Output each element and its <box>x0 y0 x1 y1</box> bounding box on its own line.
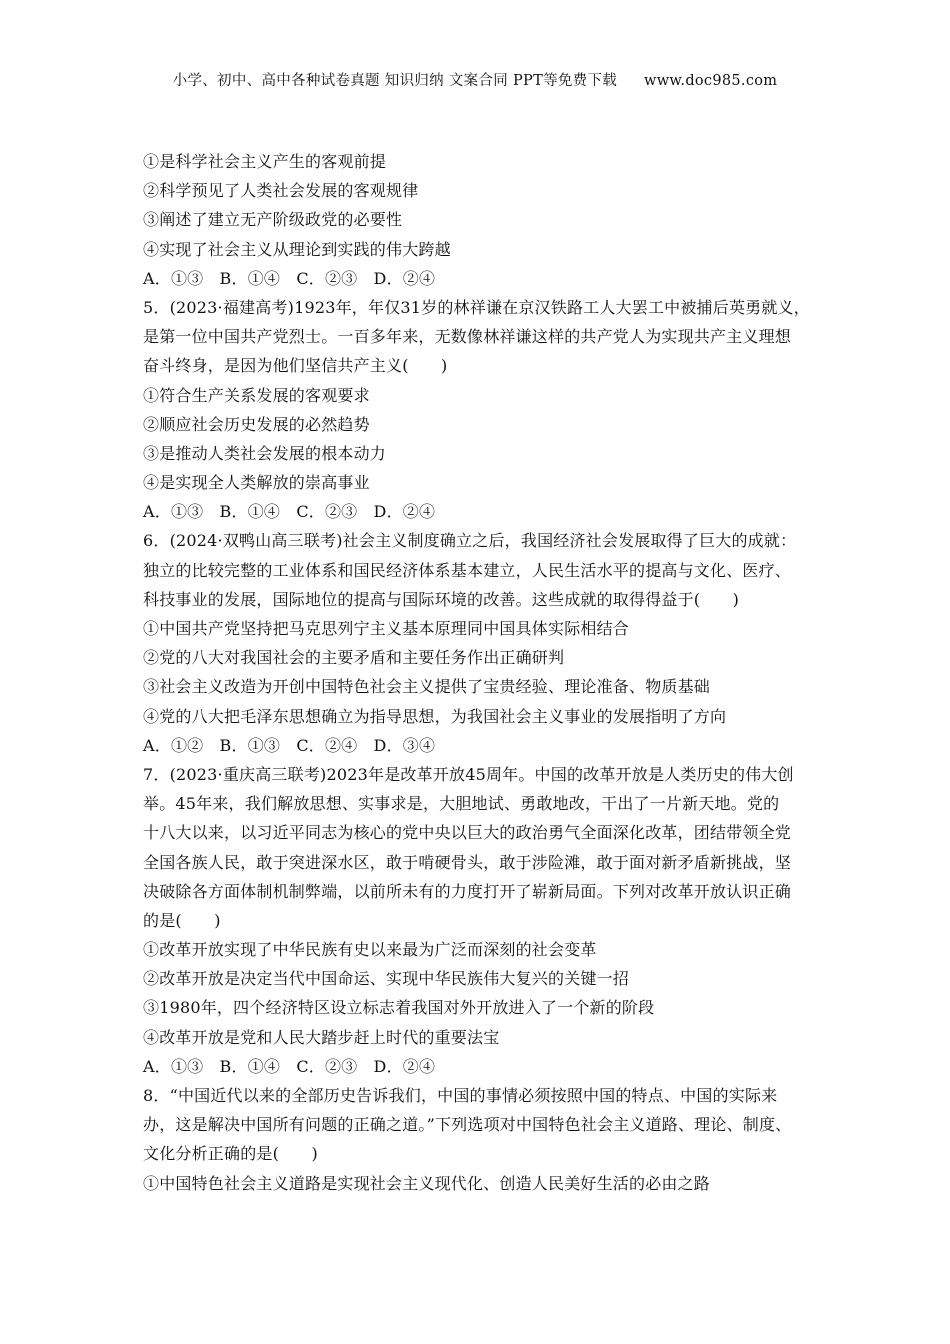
text-line: ④实现了社会主义从理论到实践的伟大跨越 <box>143 239 451 259</box>
question-6-line: 6．(2024·双鸭山高三联考)社会主义制度确立之后，我国经济社会发展取得了巨大的成就： <box>143 531 797 551</box>
text-line: ④是实现全人类解放的崇高事业 <box>143 473 370 493</box>
answer-options: A．①② B．①③ C．②④ D．③④ <box>143 735 436 755</box>
question-8-line: 8．“中国近代以来的全部历史告诉我们，中国的事情必须按照中国的特点、中国的实际来 <box>143 1086 778 1105</box>
text-line: ③阐述了建立无产阶级政党的必要性 <box>143 210 403 230</box>
answer-options: A．①③ B．①④ C．②③ D．②④ <box>143 268 436 288</box>
text-line: ①是科学社会主义产生的客观前提 <box>143 152 387 171</box>
text-line: ①符合生产关系发展的客观要求 <box>143 385 370 405</box>
question-5-line: 5．(2023·福建高考)1923年，年仅31岁的林祥谦在京汉铁路工人大罢工中被捕后英勇就义， <box>143 297 810 317</box>
question-7-line: 十八大以来，以习近平同志为核心的党中央以巨大的政治勇气全面深化改革，团结带领全党 <box>143 823 792 843</box>
text-line: ①中国共产党坚持把马克思列宁主义基本原理同中国具体实际相结合 <box>143 619 630 638</box>
text-line: ③是推动人类社会发展的根本动力 <box>143 443 387 463</box>
text-line: ④党的八大把毛泽东思想确立为指导思想，为我国社会主义事业的发展指明了方向 <box>143 706 727 726</box>
document-body <box>143 147 823 1198</box>
question-7-line: 的是( ) <box>143 910 221 930</box>
page-header <box>0 69 950 90</box>
question-6-line: 科技事业的发展，国际地位的提高与国际环境的改善。这些成就的取得得益于( ) <box>143 589 740 609</box>
question-8-line: 文化分析正确的是( ) <box>143 1144 318 1164</box>
text-line: ②顺应社会历史发展的必然趋势 <box>143 414 370 434</box>
question-7-line: 7．(2023·重庆高三联考)2023年是改革开放45周年。中国的改革开放是人类历史的伟大创 <box>143 764 794 784</box>
question-7-line: 举。45年来，我们解放思想、实事求是，大胆地试、勇敢地改，干出了一片新天地。党的 <box>143 794 780 814</box>
question-8-line: 办，这是解决中国所有问题的正确之道。”下列选项对中国特色社会主义道路、理论、制度、 <box>143 1115 792 1135</box>
question-7-line: 全国各族人民，敢于突进深水区，敢于啃硬骨头，敢于涉险滩，敢于面对新矛盾新挑战，坚 <box>143 852 792 872</box>
text-line: ②科学预见了人类社会发展的客观规律 <box>143 181 419 201</box>
text-line: ③社会主义改造为开创中国特色社会主义提供了宝贵经验、理论准备、物质基础 <box>143 677 711 697</box>
answer-options: A．①③ B．①④ C．②③ D．②④ <box>143 502 436 522</box>
text-line: ④改革开放是党和人民大踏步赶上时代的重要法宝 <box>143 1027 500 1047</box>
question-7-line: 决破除各方面体制机制弊端，以前所未有的力度打开了崭新局面。下列对改革开放认识正确 <box>143 881 792 901</box>
text-line: ①中国特色社会主义道路是实现社会主义现代化、创造人民美好生活的必由之路 <box>143 1173 711 1193</box>
text-line: ①改革开放实现了中华民族有史以来最为广泛而深刻的社会变革 <box>143 940 597 960</box>
header-text: 小学、初中、高中各种试卷真题 知识归纳 文案合同 PPT等免费下载 <box>172 73 618 89</box>
question-5-line: 奋斗终身，是因为他们坚信共产主义( ) <box>143 356 448 376</box>
header-site: www.doc985.com <box>644 73 778 89</box>
text-line: ②改革开放是决定当代中国命运、实现中华民族伟大复兴的关键一招 <box>143 969 630 989</box>
answer-options: A．①③ B．①④ C．②③ D．②④ <box>143 1056 436 1076</box>
text-line: ②党的八大对我国社会的主要矛盾和主要任务作出正确研判 <box>143 648 565 668</box>
question-5-line: 是第一位中国共产党烈士。一百多年来，无数像林祥谦这样的共产党人为实现共产主义理想 <box>143 327 792 347</box>
question-6-line: 独立的比较完整的工业体系和国民经济体系基本建立，人民生活水平的提高与文化、医疗、 <box>143 560 792 580</box>
text-line: ③1980年，四个经济特区设立标志着我国对外开放进入了一个新的阶段 <box>143 998 655 1018</box>
